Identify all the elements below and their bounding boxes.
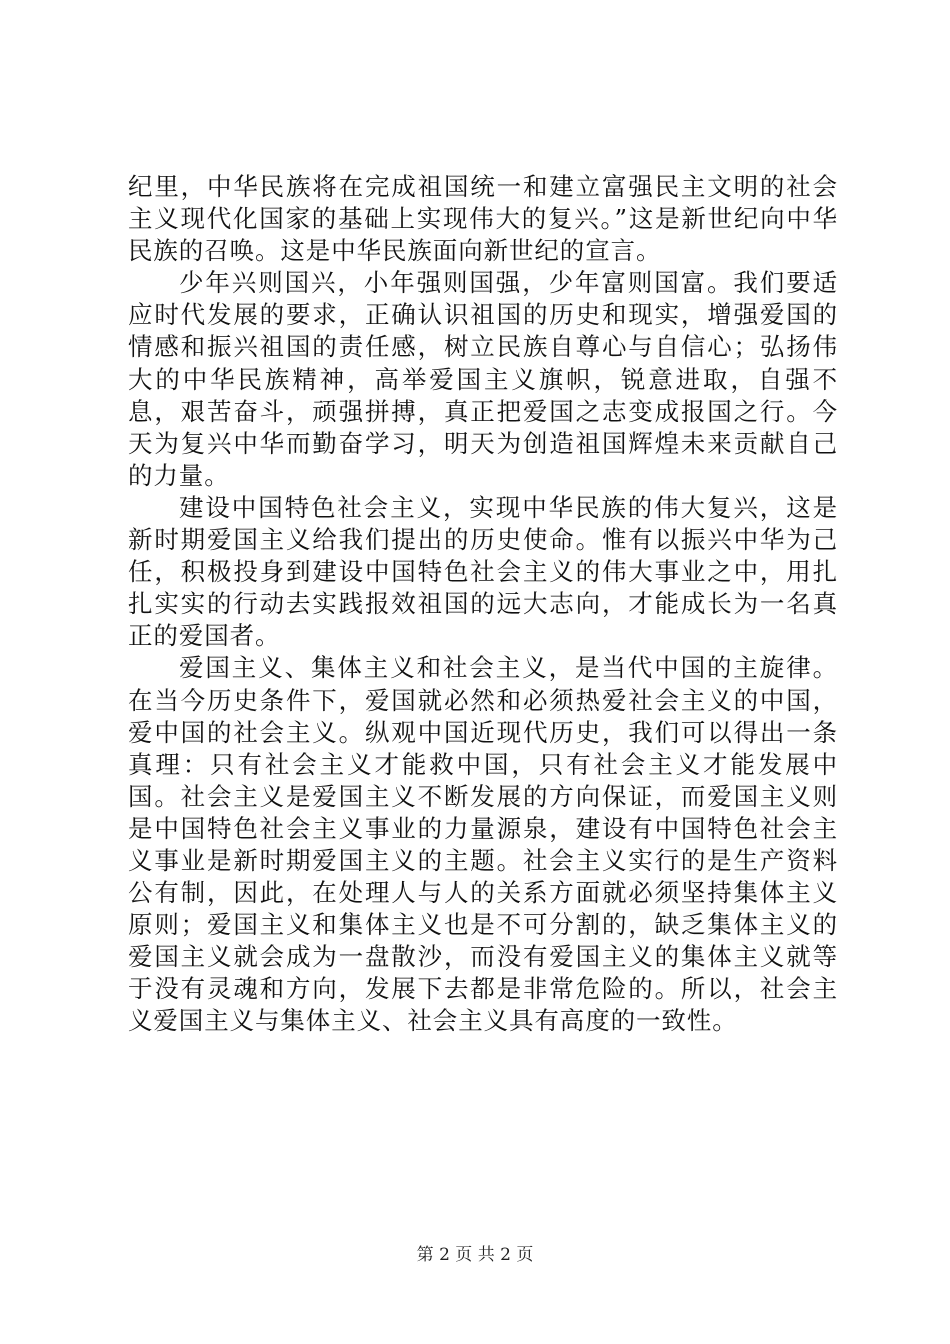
paragraph-youth: 少年兴则国兴，小年强则国强，少年富则国富。我们要适应时代发展的要求，正确认识祖国的历史和现实，增强爱国的情感和振兴祖国的责任感，树立民族自尊心与自信心；弘扬伟大的中华民族精神，高举爱国主义旗帜，锐意进取，自强不息，艰苦奋斗，顽强拼搏，真正把爱国之志变成报国之行。今天为复兴中华而勤奋学习，明天为创造祖国辉煌未来贡献自己的力量。 (128, 268, 838, 490)
paragraph-main-theme: 爱国主义、集体主义和社会主义，是当代中国的主旋律。在当今历史条件下，爱国就必然和必须热爱社会主义的中国，爱中国的社会主义。纵观中国近现代历史，我们可以得出一条真理：只有社会主义才能救中国，只有社会主义才能发展中国。社会主义是爱国主义不断发展的方向保证，而爱国主义则是中国特色社会主义事业的力量源泉，建设有中国特色社会主义事业是新时期爱国主义的主题。社会主义实行的是生产资料公有制，因此，在处理人与人的关系方面就必须坚持集体主义原则；爱国主义和集体主义也是不可分割的，缺乏集体主义的爱国主义就会成为一盘散沙，而没有爱国主义的集体主义就等于没有灵魂和方向，发展下去都是非常危险的。所以，社会主义爱国主义与集体主义、社会主义具有高度的一致性。 (128, 653, 838, 1036)
document-body (128, 171, 838, 1038)
page-number-footer: 第 2 页 共 2 页 (416, 1245, 534, 1265)
paragraph-mission: 建设中国特色社会主义，实现中华民族的伟大复兴，这是新时期爱国主义给我们提出的历史使命。惟有以振兴中华为己任，积极投身到建设中国特色社会主义的伟大事业之中，用扎扎实实的行动去实践报效祖国的远大志向，才能成长为一名真正的爱国者。 (128, 492, 838, 651)
paragraph-continuation: 纪里，中华民族将在完成祖国统一和建立富强民主文明的社会主义现代化国家的基础上实现伟大的复兴。”这是新世纪向中华民族的召唤。这是中华民族面向新世纪的宣言。 (128, 172, 838, 266)
